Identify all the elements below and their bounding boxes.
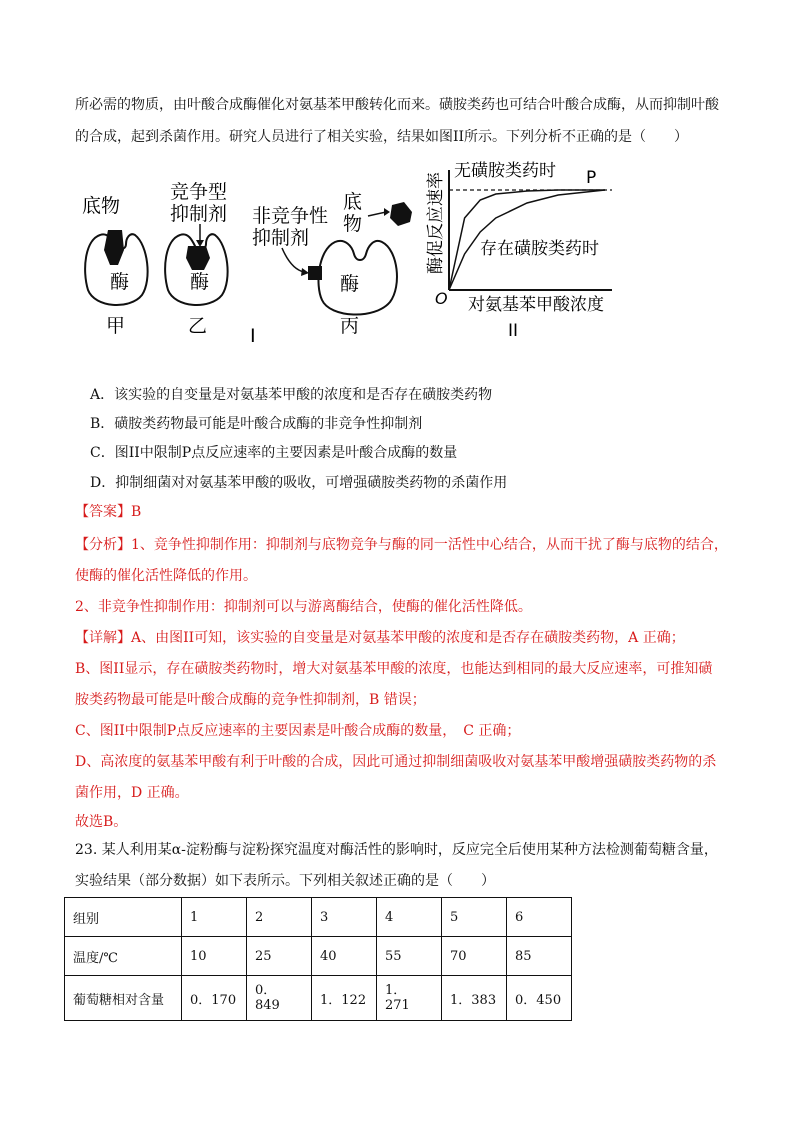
noncompetitive-inhibitor-shape — [308, 266, 322, 280]
intro-line-1: 所必需的物质，由叶酸合成酶催化对氨基苯甲酸转化而来。磺胺类药也可结合叶酸合成酶，从而抑制叶酸 — [75, 97, 719, 113]
enzyme-label-bing: 酶 — [340, 273, 360, 295]
legend-with-drug: 存在磺胺类药时 — [480, 239, 599, 259]
chart-origin: O — [435, 289, 448, 308]
table-cell: 0．450 — [507, 976, 572, 1021]
option-a: A．该实验的自变量是对氨基苯甲酸的浓度和是否存在磺胺类药物 — [90, 387, 493, 403]
substrate-label-jia: 底物 — [82, 195, 121, 217]
label-bing: 丙 — [340, 315, 360, 337]
table-cell: 3 — [312, 898, 377, 937]
chart-xlabel: 对氨基苯甲酸浓度 — [468, 295, 604, 315]
table-row — [65, 898, 572, 937]
analysis-line-2: 2、非竞争性抑制作用：抑制剂可以与游离酶结合，使酶的催化活性降低。 — [75, 599, 532, 615]
label-yi: 乙 — [188, 315, 208, 337]
substrate-shape-bing — [390, 202, 412, 226]
competitive-label-2: 抑制剂 — [170, 203, 228, 225]
table-row — [65, 976, 572, 1021]
table-cell: 70 — [442, 937, 507, 976]
substrate-label-bing-2: 物 — [343, 213, 363, 235]
table-cell: 6 — [507, 898, 572, 937]
detail-line-2b: 胺类药物最可能是叶酸合成酶的竞争性抑制剂，B 错误； — [75, 692, 426, 708]
noncompetitive-label-1: 非竞争性 — [252, 205, 329, 227]
table-cell: 25 — [247, 937, 312, 976]
option-c: C．图II中限制P点反应速率的主要因素是叶酸合成酶的数量 — [90, 445, 458, 461]
arrow-head-yi — [196, 240, 204, 247]
competitive-inhibitor-shape — [186, 246, 210, 270]
table-cell: 55 — [377, 937, 442, 976]
arrow-line-bing-substrate — [368, 212, 386, 216]
label-jia: 甲 — [106, 315, 126, 337]
table-cell: 1． 271 — [377, 976, 442, 1021]
detail-line-4b: 菌作用，D 正确。 — [75, 785, 189, 801]
analysis-line-1b: 使酶的催化活性降低的作用。 — [75, 568, 257, 584]
detail-line-3: C、图II中限制P点反应速率的主要因素是叶酸合成酶的数量， C 正确； — [75, 723, 521, 739]
table-cell: 5 — [442, 898, 507, 937]
figure-1-label: I — [250, 325, 256, 347]
table-row — [65, 937, 572, 976]
q23-line-2: 实验结果（部分数据）如下表所示。下列相关叙述正确的是（ ） — [75, 873, 495, 889]
table-cell: 0． 849 — [247, 976, 312, 1021]
competitive-label-1: 竞争型 — [170, 181, 228, 203]
table-cell: 1．383 — [442, 976, 507, 1021]
intro-line-2: 的合成，起到杀菌作用。研究人员进行了相关实验，结果如图II所示。下列分析不正确的是（ ） — [75, 129, 689, 145]
table-cell: 1．122 — [312, 976, 377, 1021]
arrow-head-bing — [301, 268, 309, 276]
figure-2-label: II — [508, 321, 519, 341]
chart-ylabel: 酶促反应速率 — [426, 172, 446, 274]
answer-line: 【答案】B — [75, 504, 142, 520]
table-cell: 85 — [507, 937, 572, 976]
detail-line-1: 【详解】A、由图II可知，该实验的自变量是对氨基苯甲酸的浓度和是否存在磺胺类药物，A 正确； — [75, 630, 685, 646]
table-cell: 40 — [312, 937, 377, 976]
table-cell: 0．170 — [182, 976, 247, 1021]
table-cell: 10 — [182, 937, 247, 976]
detail-line-4: D、高浓度的氨基苯甲酸有利于叶酸的合成，因此可通过抑制细菌吸收对氨基苯甲酸增强磺胺类药物的杀 — [75, 754, 717, 770]
point-p-label: P — [586, 168, 597, 188]
table-cell: 2 — [247, 898, 312, 937]
table-cell: 1 — [182, 898, 247, 937]
arrow-line-bing — [282, 248, 304, 272]
table-cell: 葡萄糖相对含量 — [65, 976, 182, 1021]
detail-line-2: B、图II显示，存在磺胺类药物时，增大对氨基苯甲酸的浓度，也能达到相同的最大反应速率，可推知磺 — [75, 661, 713, 677]
choose-line: 故选B。 — [75, 814, 128, 830]
option-d: D．抑制细菌对对氨基苯甲酸的吸收，可增强磺胺类药物的杀菌作用 — [90, 475, 508, 491]
substrate-shape-jia — [104, 230, 124, 265]
enzyme-inhibition-figure — [60, 150, 620, 350]
table-cell: 组别 — [65, 898, 182, 937]
legend-no-drug: 无磺胺类药时 — [454, 161, 556, 181]
data-table — [64, 897, 572, 1021]
arrow-head-bing-substrate — [384, 208, 390, 216]
substrate-label-bing-1: 底 — [343, 191, 363, 213]
q23-line-1: 23. 某人利用某α-淀粉酶与淀粉探究温度对酶活性的影响时，反应完全后使用某种方法检测葡萄糖含量， — [75, 842, 718, 858]
enzyme-label-jia: 酶 — [110, 271, 130, 293]
analysis-line-1: 【分析】1、竞争性抑制作用：抑制剂与底物竞争与酶的同一活性中心结合，从而干扰了酶与底物的结合， — [75, 537, 728, 553]
enzyme-label-yi: 酶 — [190, 271, 210, 293]
option-b: B．磺胺类药物最可能是叶酸合成酶的非竞争性抑制剂 — [90, 416, 423, 432]
table-cell: 4 — [377, 898, 442, 937]
noncompetitive-label-2: 抑制剂 — [252, 227, 310, 249]
table-cell: 温度/℃ — [65, 937, 182, 976]
